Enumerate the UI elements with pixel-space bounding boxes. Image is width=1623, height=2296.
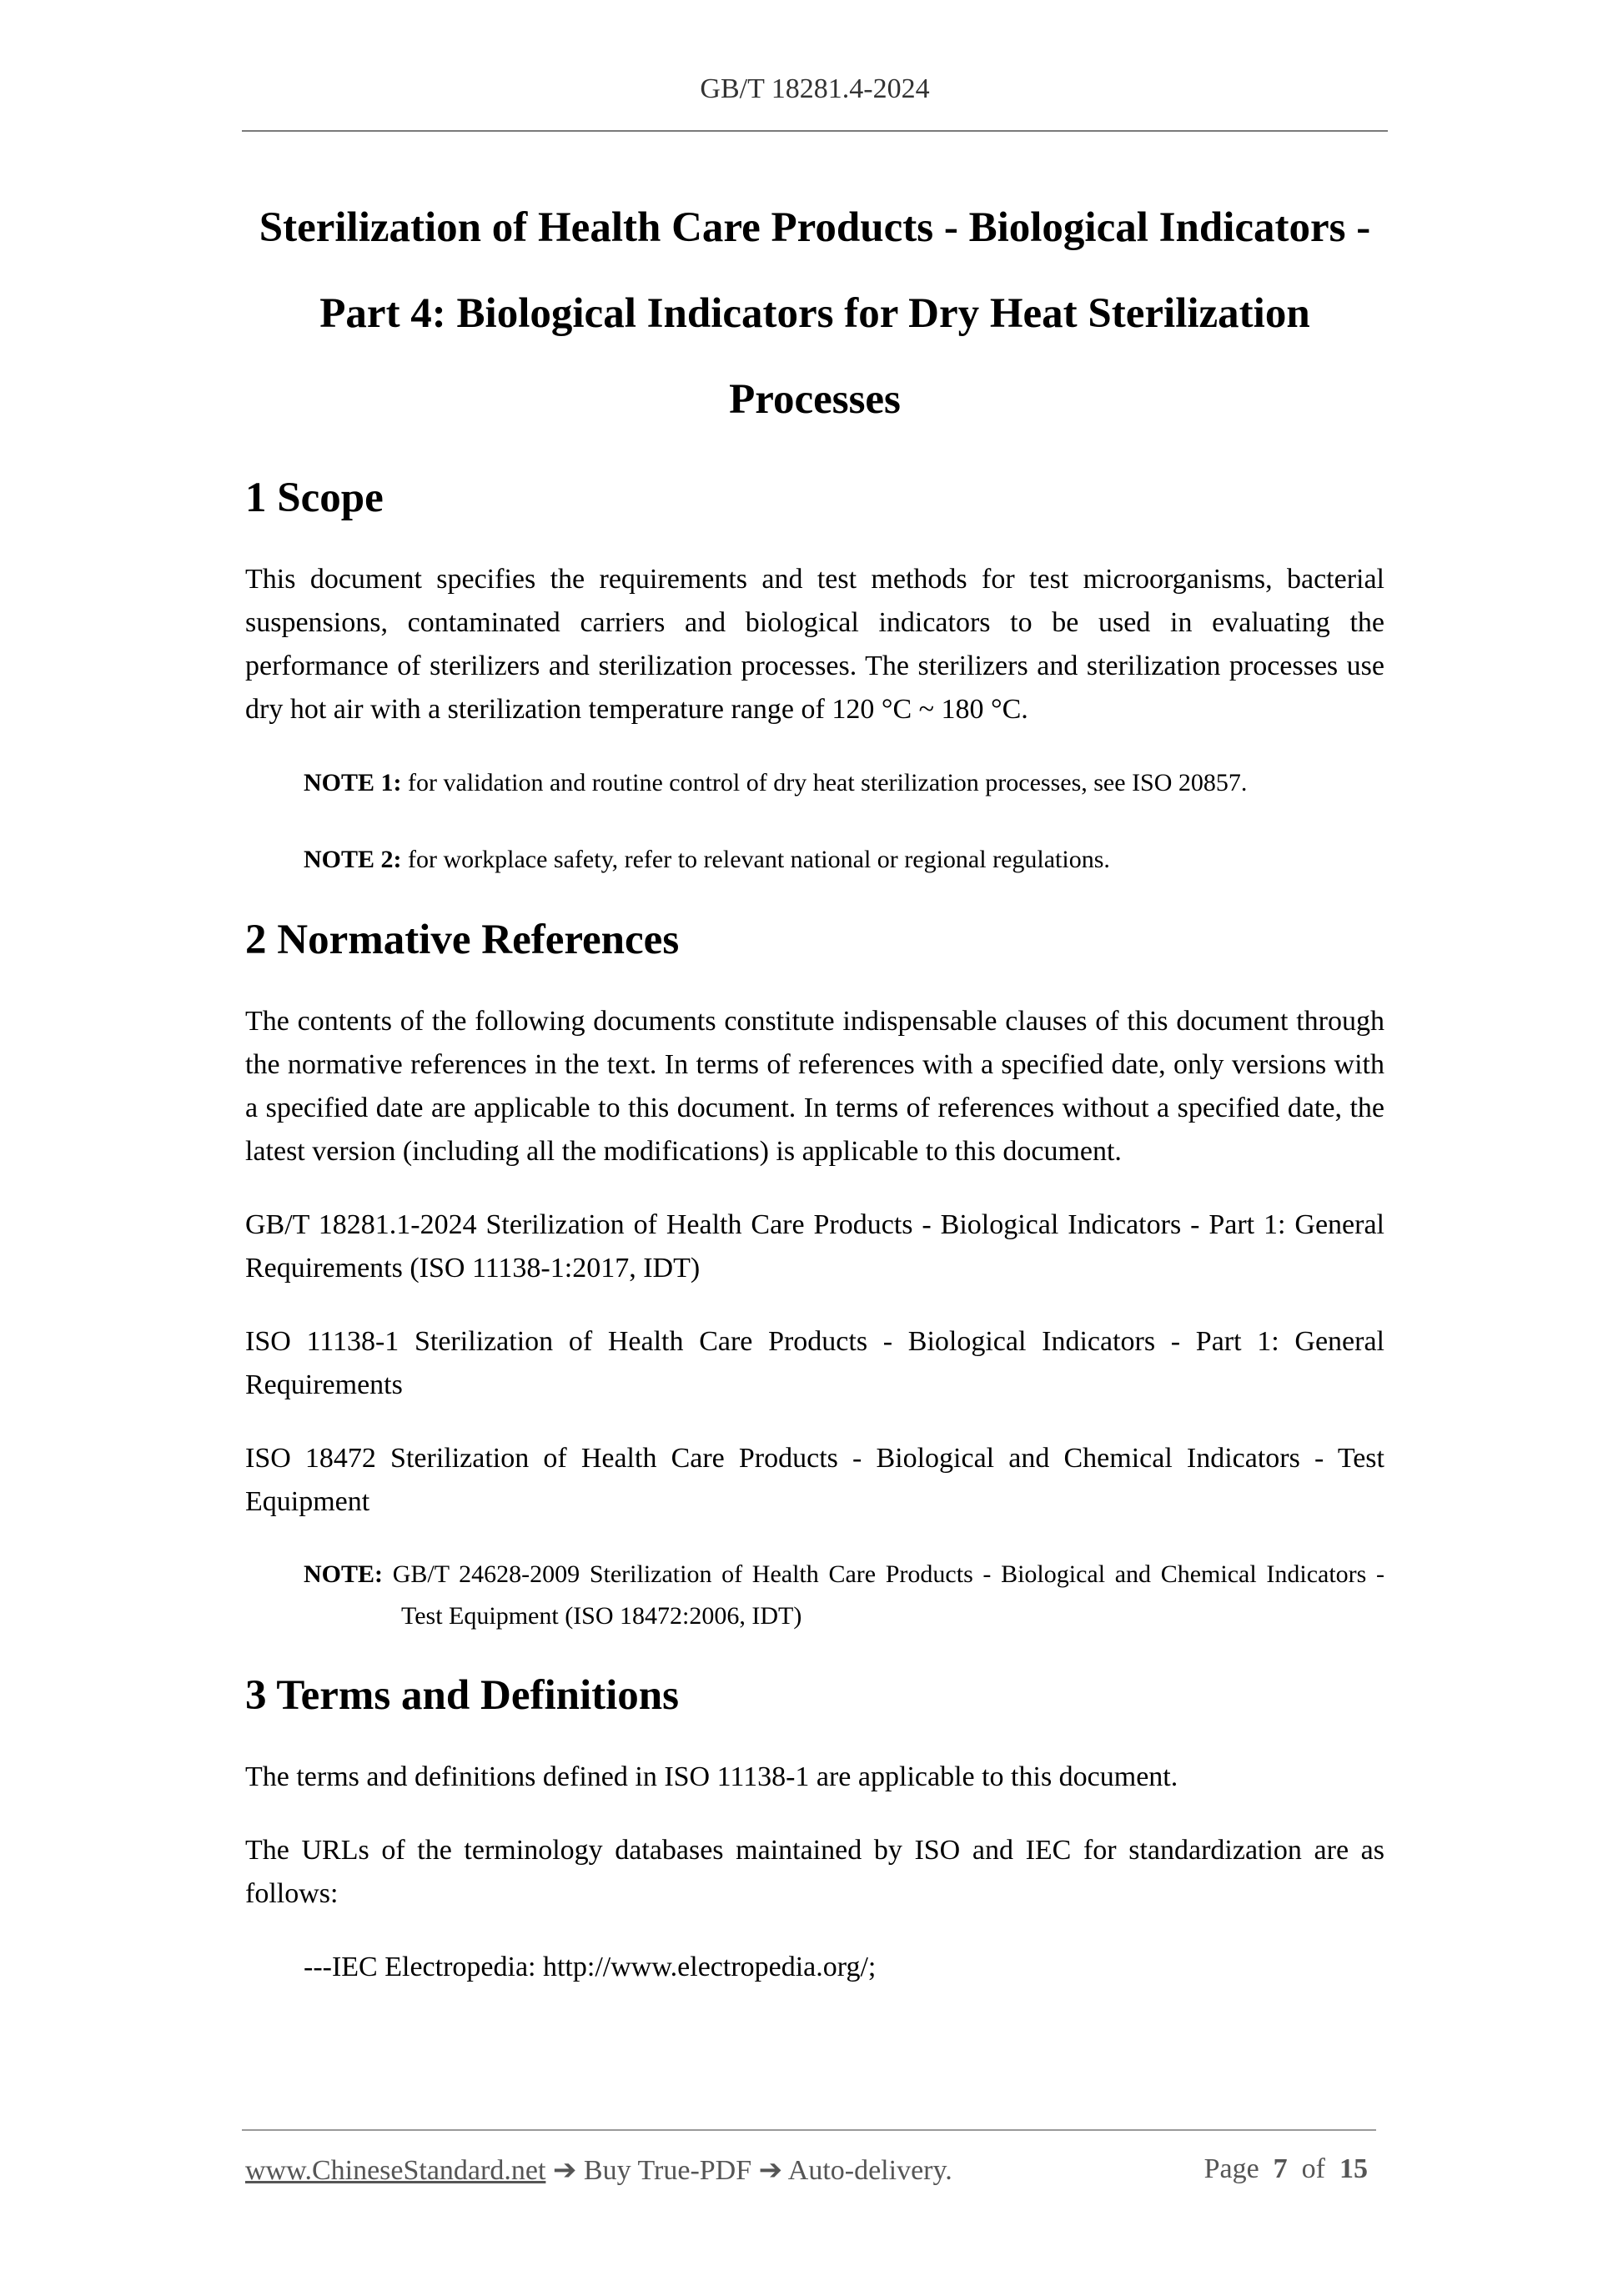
page-content [245,185,1384,1989]
footer-rule [242,2129,1376,2131]
running-header [242,73,1388,105]
note-label: NOTE 2: [304,846,402,873]
normative-note [304,1554,1384,1637]
url-list-item: ---IEC Electropedia: http://www.electropedia.org/; [304,1952,877,1982]
section-heading-terms-definitions: 3 Terms and Definitions [245,1672,680,1719]
page-current: 7 [1273,2153,1288,2184]
arrow-right-icon: ➔ [545,2155,584,2186]
header-doc-code: GB/T 18281.4-2024 [700,73,930,104]
header-rule [242,130,1388,132]
page-number [1204,2153,1368,2185]
note-text: GB/T 24628-2009 Sterilization of Health Care Products - Biological and Chemical Indicators - Test Equipment (ISO 18472:2006, IDT) [383,1560,1384,1630]
scope-note-1 [304,761,1384,805]
delivery-text: Auto-delivery. [787,2155,952,2186]
site-link[interactable]: www.ChineseStandard.net [245,2155,546,2186]
page-label: Page [1203,2153,1259,2184]
page-total: 15 [1339,2153,1368,2184]
arrow-right-icon: ➔ [751,2155,788,2186]
note-label: NOTE: [304,1560,384,1588]
scope-paragraph: This document specifies the requirements and test methods for test microorganisms, bacterial suspensions, contaminated carriers and biological indicators to be used in evaluating the performance of sterilizers and sterilization processes. The sterilizers and sterilization processes use dry hot air with a sterilization temperature range of 120 °C ~ 180 °C. [245,564,1384,725]
reference-item: ISO 11138-1 Sterilization of Health Care Products - Biological Indicators - Part 1: General Requirements [245,1326,1384,1400]
reference-item: ISO 18472 Sterilization of Health Care Products - Biological and Chemical Indicators - Test Equipment [245,1443,1384,1517]
terms-paragraph: The terms and definitions defined in ISO 11138-1 are applicable to this document. [245,1761,1178,1792]
page-of: of [1301,2153,1325,2184]
page-footer [245,2153,1374,2187]
normative-paragraph: The contents of the following documents constitute indispensable clauses of this document through the normative references in the text. In terms of references with a specified date, only versions with a specified date are applicable to this document. In terms of references without a specified date, the latest version (including all the modifications) is applicable to this document. [245,1006,1384,1167]
reference-item: GB/T 18281.1-2024 Sterilization of Health Care Products - Biological Indicators - Part 1: General Requirements (ISO 11138-1:2017, IDT) [245,1209,1384,1284]
buy-text: Buy True-PDF [583,2155,752,2186]
footer-promo [245,2155,952,2186]
note-text: for validation and routine control of dry heat sterilization processes, see ISO 20857. [401,769,1248,796]
terms-urls-paragraph: The URLs of the terminology databases maintained by ISO and IEC for standardization are as follows: [245,1835,1384,1909]
scope-note-2 [304,838,1384,882]
note-label: NOTE 1: [304,769,402,796]
document-title: Sterilization of Health Care Products - Biological Indicators - Part 4: Biological Indicators for Dry Heat Sterilization Processes [259,204,1371,423]
section-heading-scope: 1 Scope [245,475,384,521]
section-heading-normative-references: 2 Normative References [245,917,680,963]
note-text: for workplace safety, refer to relevant national or regional regulations. [401,846,1110,873]
